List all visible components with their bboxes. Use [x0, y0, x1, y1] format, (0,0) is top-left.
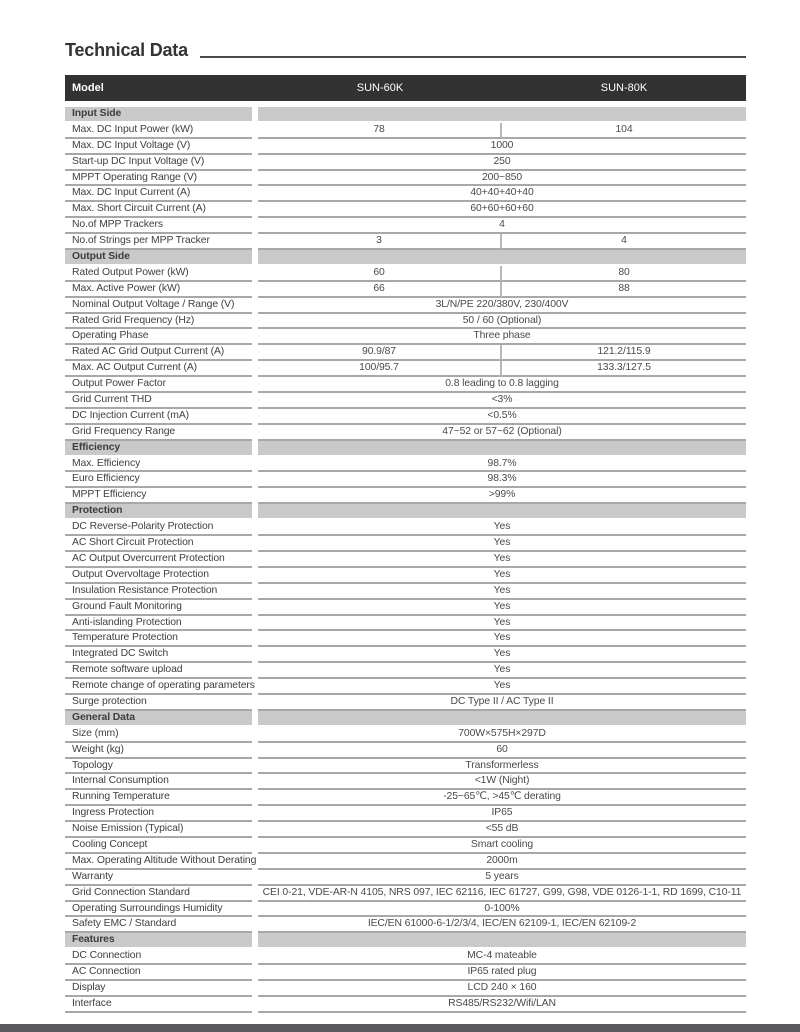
spec-row	[65, 552, 746, 568]
spec-row	[65, 584, 746, 600]
spec-row	[65, 568, 746, 584]
spec-label: MPPT Efficiency	[65, 488, 252, 504]
spec-label: Ground Fault Monitoring	[65, 600, 252, 616]
spec-row	[65, 997, 746, 1013]
spec-label: Rated Output Power (kW)	[65, 266, 252, 282]
spec-value-shared: 47~52 or 57~62 (Optional)	[258, 425, 746, 441]
section-title: Input Side	[65, 107, 252, 123]
table-header-row	[65, 75, 746, 101]
spec-label: Max. Short Circuit Current (A)	[65, 202, 252, 218]
spec-label: Start-up DC Input Voltage (V)	[65, 155, 252, 171]
spec-label: Integrated DC Switch	[65, 647, 252, 663]
spec-value-shared: 60+60+60+60	[258, 202, 746, 218]
spec-value-sun-80k: 80	[502, 266, 746, 282]
spec-value-shared: Yes	[258, 647, 746, 663]
spec-label: Warranty	[65, 870, 252, 886]
spec-row	[65, 186, 746, 202]
spec-value-shared: 700W×575H×297D	[258, 727, 746, 743]
spec-label: MPPT Operating Range (V)	[65, 171, 252, 187]
spec-row	[65, 457, 746, 473]
spec-row	[65, 123, 746, 139]
spec-table-rows	[65, 107, 746, 1013]
spec-label: Ingress Protection	[65, 806, 252, 822]
spec-value-sun-60k: 100/95.7	[258, 361, 502, 377]
spec-row	[65, 759, 746, 775]
spec-row	[65, 472, 746, 488]
spec-row	[65, 266, 746, 282]
spec-value-shared: Yes	[258, 520, 746, 536]
section-row	[65, 504, 746, 520]
spec-row	[65, 345, 746, 361]
spec-row	[65, 171, 746, 187]
spec-value-shared: Yes	[258, 663, 746, 679]
spec-label: Cooling Concept	[65, 838, 252, 854]
spec-label: DC Injection Current (mA)	[65, 409, 252, 425]
spec-row	[65, 727, 746, 743]
spec-label: Insulation Resistance Protection	[65, 584, 252, 600]
spec-label: Remote change of operating parameters	[65, 679, 252, 695]
spec-row	[65, 377, 746, 393]
spec-row	[65, 425, 746, 441]
spec-value-sun-60k: 66	[258, 282, 502, 298]
spec-row	[65, 393, 746, 409]
spec-label: Max. AC Output Current (A)	[65, 361, 252, 377]
spec-row	[65, 886, 746, 902]
spec-label: Weight (kg)	[65, 743, 252, 759]
column-header-sun-60k: SUN-60K	[356, 82, 404, 94]
column-header-sun-80k: SUN-80K	[600, 82, 648, 94]
spec-label: Temperature Protection	[65, 631, 252, 647]
section-bar	[258, 107, 746, 123]
spec-label: Max. Operating Altitude Without Derating	[65, 854, 252, 870]
spec-value-shared: 0.8 leading to 0.8 lagging	[258, 377, 746, 393]
spec-row	[65, 234, 746, 250]
section-title: Features	[65, 933, 252, 949]
spec-value-shared: Three phase	[258, 329, 746, 345]
spec-row	[65, 663, 746, 679]
spec-row	[65, 631, 746, 647]
spec-label: Max. DC Input Voltage (V)	[65, 139, 252, 155]
section-bar	[258, 250, 746, 266]
spec-value-shared: Yes	[258, 631, 746, 647]
spec-value-shared: 50 / 60 (Optional)	[258, 314, 746, 330]
spec-value-shared: Yes	[258, 536, 746, 552]
spec-value-sun-60k: 90.9/87	[258, 345, 502, 361]
section-bar	[258, 933, 746, 949]
spec-row	[65, 790, 746, 806]
spec-label: Anti-islanding Protection	[65, 616, 252, 632]
spec-value-shared: <3%	[258, 393, 746, 409]
spec-value-shared: IP65	[258, 806, 746, 822]
spec-row	[65, 806, 746, 822]
spec-value-shared: CEI 0-21, VDE-AR-N 4105, NRS 097, IEC 62116, IEC 61727, G99, G98, VDE 0126-1-1, RD 1699, C10-11	[258, 886, 746, 902]
spec-value-shared: 0-100%	[258, 902, 746, 918]
spec-row	[65, 774, 746, 790]
spec-value-sun-60k: 60	[258, 266, 502, 282]
spec-row	[65, 965, 746, 981]
spec-value-shared: Yes	[258, 584, 746, 600]
spec-label: Running Temperature	[65, 790, 252, 806]
spec-value-shared: 98.7%	[258, 457, 746, 473]
spec-label: Max. Efficiency	[65, 457, 252, 473]
spec-label: Noise Emission (Typical)	[65, 822, 252, 838]
spec-label: Display	[65, 981, 252, 997]
spec-row	[65, 679, 746, 695]
spec-row	[65, 902, 746, 918]
spec-value-shared: 3L/N/PE 220/380V, 230/400V	[258, 298, 746, 314]
spec-value-shared: 200~850	[258, 171, 746, 187]
spec-value-shared: RS485/RS232/Wifi/LAN	[258, 997, 746, 1013]
spec-row	[65, 314, 746, 330]
spec-label: AC Short Circuit Protection	[65, 536, 252, 552]
spec-label: Safety EMC / Standard	[65, 917, 252, 933]
spec-label: Rated AC Grid Output Current (A)	[65, 345, 252, 361]
spec-value-shared: IEC/EN 61000-6-1/2/3/4, IEC/EN 62109-1, IEC/EN 62109-2	[258, 917, 746, 933]
spec-label: Output Power Factor	[65, 377, 252, 393]
spec-value-shared: 60	[258, 743, 746, 759]
spec-value-shared: Yes	[258, 552, 746, 568]
spec-value-shared: Transformerless	[258, 759, 746, 775]
spec-value-shared: Yes	[258, 600, 746, 616]
section-bar	[258, 441, 746, 457]
spec-row	[65, 282, 746, 298]
spec-value-shared: Yes	[258, 679, 746, 695]
spec-value-sun-60k: 78	[258, 123, 502, 139]
page-title: Technical Data	[65, 40, 188, 60]
spec-label: Output Overvoltage Protection	[65, 568, 252, 584]
spec-label: Rated Grid Frequency (Hz)	[65, 314, 252, 330]
spec-row	[65, 870, 746, 886]
spec-row	[65, 155, 746, 171]
section-title: General Data	[65, 711, 252, 727]
spec-label: DC Reverse-Polarity Protection	[65, 520, 252, 536]
spec-value-shared: 98.3%	[258, 472, 746, 488]
spec-label: Max. Active Power (kW)	[65, 282, 252, 298]
spec-value-shared: <1W (Night)	[258, 774, 746, 790]
section-bar	[258, 711, 746, 727]
spec-label: AC Output Overcurrent Protection	[65, 552, 252, 568]
spec-label: DC Connection	[65, 949, 252, 965]
spec-value-shared: MC-4 mateable	[258, 949, 746, 965]
spec-row	[65, 600, 746, 616]
spec-label: Grid Frequency Range	[65, 425, 252, 441]
spec-row	[65, 917, 746, 933]
spec-label: Surge protection	[65, 695, 252, 711]
spec-row	[65, 695, 746, 711]
spec-label: No.of Strings per MPP Tracker	[65, 234, 252, 250]
spec-row	[65, 488, 746, 504]
spec-row	[65, 202, 746, 218]
spec-row	[65, 949, 746, 965]
page-title-block	[65, 40, 746, 61]
spec-value-shared: 2000m	[258, 854, 746, 870]
spec-label: Grid Connection Standard	[65, 886, 252, 902]
spec-value-sun-80k: 88	[502, 282, 746, 298]
spec-label: Operating Phase	[65, 329, 252, 345]
section-title: Output Side	[65, 250, 252, 266]
spec-value-sun-80k: 104	[502, 123, 746, 139]
spec-row	[65, 981, 746, 997]
spec-value-shared: 40+40+40+40	[258, 186, 746, 202]
spec-label: Euro Efficiency	[65, 472, 252, 488]
section-title: Efficiency	[65, 441, 252, 457]
spec-label: AC Connection	[65, 965, 252, 981]
spec-value-shared: 4	[258, 218, 746, 234]
spec-value-shared: 250	[258, 155, 746, 171]
spec-label: Grid Current THD	[65, 393, 252, 409]
spec-label: No.of MPP Trackers	[65, 218, 252, 234]
spec-value-shared: Yes	[258, 616, 746, 632]
section-row	[65, 441, 746, 457]
spec-value-shared: <0.5%	[258, 409, 746, 425]
spec-value-shared: >99%	[258, 488, 746, 504]
spec-row	[65, 822, 746, 838]
spec-row	[65, 139, 746, 155]
page-footer-bar	[0, 1024, 800, 1032]
spec-row	[65, 329, 746, 345]
section-row	[65, 933, 746, 949]
section-title: Protection	[65, 504, 252, 520]
spec-value-sun-80k: 121.2/115.9	[502, 345, 746, 361]
spec-value-shared: Yes	[258, 568, 746, 584]
section-bar	[258, 504, 746, 520]
spec-value-shared: <55 dB	[258, 822, 746, 838]
spec-label: Operating Surroundings Humidity	[65, 902, 252, 918]
spec-row	[65, 838, 746, 854]
technical-data-table	[65, 75, 746, 1013]
spec-row	[65, 361, 746, 377]
spec-label: Internal Consumption	[65, 774, 252, 790]
spec-value-sun-80k: 4	[502, 234, 746, 250]
section-row	[65, 107, 746, 123]
spec-label: Remote software upload	[65, 663, 252, 679]
spec-value-shared: Smart cooling	[258, 838, 746, 854]
spec-value-shared: IP65 rated plug	[258, 965, 746, 981]
spec-row	[65, 298, 746, 314]
spec-label: Interface	[65, 997, 252, 1013]
spec-row	[65, 520, 746, 536]
spec-label: Max. DC Input Power (kW)	[65, 123, 252, 139]
spec-row	[65, 854, 746, 870]
section-row	[65, 711, 746, 727]
spec-value-shared: 5 years	[258, 870, 746, 886]
spec-value-shared: 1000	[258, 139, 746, 155]
spec-label: Max. DC Input Current (A)	[65, 186, 252, 202]
spec-row	[65, 218, 746, 234]
spec-row	[65, 743, 746, 759]
spec-label: Nominal Output Voltage / Range (V)	[65, 298, 252, 314]
spec-value-shared: DC Type II / AC Type II	[258, 695, 746, 711]
spec-row	[65, 647, 746, 663]
spec-label: Topology	[65, 759, 252, 775]
title-underline	[200, 56, 746, 58]
spec-row	[65, 409, 746, 425]
spec-label: Size (mm)	[65, 727, 252, 743]
spec-value-shared: -25~65℃, >45℃ derating	[258, 790, 746, 806]
spec-row	[65, 616, 746, 632]
section-row	[65, 250, 746, 266]
model-header-label: Model	[72, 82, 104, 94]
spec-value-sun-80k: 133.3/127.5	[502, 361, 746, 377]
spec-value-sun-60k: 3	[258, 234, 502, 250]
spec-value-shared: LCD 240 × 160	[258, 981, 746, 997]
spec-row	[65, 536, 746, 552]
